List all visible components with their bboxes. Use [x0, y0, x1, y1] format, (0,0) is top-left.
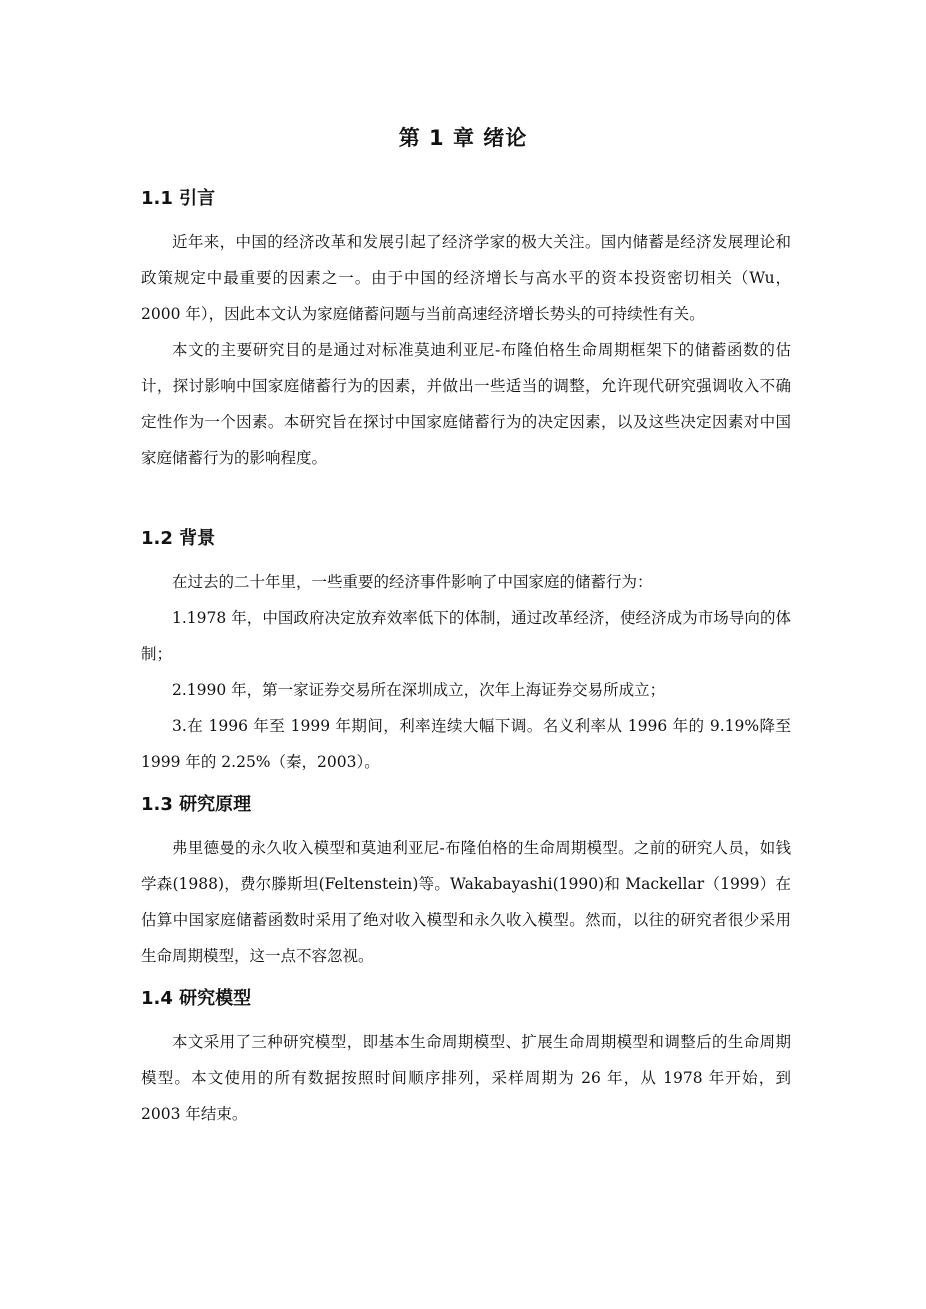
paragraph: 在过去的二十年里，一些重要的经济事件影响了中国家庭的储蓄行为： — [172, 573, 653, 591]
paragraph: 1.1978 年，中国政府决定放弃效率低下的体制，通过改革经济，使经济成为市场导向的体制； — [141, 609, 791, 663]
section-heading: 1.3 研究原理 — [141, 794, 252, 815]
section-introduction — [141, 186, 791, 476]
section-heading: 1.1 引言 — [141, 188, 216, 209]
section-background — [141, 526, 791, 780]
paragraph: 近年来，中国的经济改革和发展引起了经济学家的极大关注。国内储蓄是经济发展理论和政策规定中最重要的因素之一。由于中国的经济增长与高水平的资本投资密切相关（Wu，2000 年），因此本文认为家庭储蓄问题与当前高速经济增长势头的可持续性有关。 — [141, 233, 791, 323]
chapter-title: 第 1 章 绪论 — [398, 126, 528, 150]
section-heading: 1.4 研究模型 — [141, 988, 252, 1009]
section-heading: 1.2 背景 — [141, 528, 216, 549]
section-research-models — [141, 986, 791, 1132]
section-rationale — [141, 792, 791, 974]
paragraph: 本文采用了三种研究模型，即基本生命周期模型、扩展生命周期模型和调整后的生命周期模型。本文使用的所有数据按照时间顺序排列，采样周期为 26 年，从 1978 年开始，到 2003 年结束。 — [141, 1033, 791, 1123]
paragraph: 2.1990 年，第一家证券交易所在深圳成立，次年上海证券交易所成立； — [172, 681, 666, 699]
paragraph: 弗里德曼的永久收入模型和莫迪利亚尼-布隆伯格的生命周期模型。之前的研究人员，如钱学森(1988)，费尔滕斯坦(Feltenstein)等。Wakabayashi(1990)和 Mackellar（1999）在估算中国家庭储蓄函数时采用了绝对收入模型和永久收入模型。然而，以往的研究者很少采用生命周期模型，这一点不容忽视。 — [141, 839, 791, 965]
paragraph: 本文的主要研究目的是通过对标准莫迪利亚尼-布隆伯格生命周期框架下的储蓄函数的估计，探讨影响中国家庭储蓄行为的因素，并做出一些适当的调整，允许现代研究强调收入不确定性作为一个因素。本研究旨在探讨中国家庭储蓄行为的决定因素，以及这些决定因素对中国家庭储蓄行为的影响程度。 — [141, 341, 791, 467]
paragraph: 3.在 1996 年至 1999 年期间，利率连续大幅下调。名义利率从 1996 年的 9.19%降至 1999 年的 2.25%（秦，2003）。 — [141, 717, 791, 771]
